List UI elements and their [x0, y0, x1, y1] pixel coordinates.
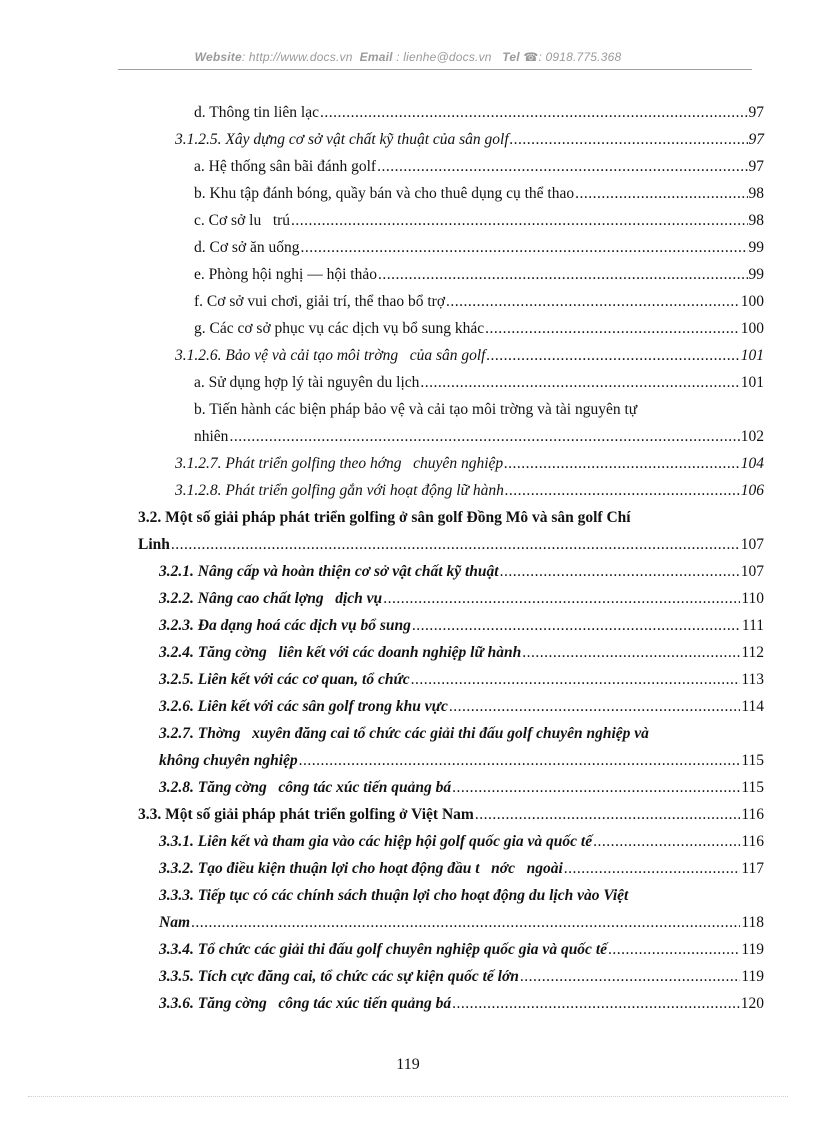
toc-entry-title: 3.1.2.7. Phát triển golfing theo hớng chuyên nghiệp	[175, 455, 504, 472]
toc-section-line1: 3.2. Một số giải pháp phát triển golfing ở sân golf Đồng Mô và sân golf Chí	[138, 509, 631, 526]
toc-entry-page: 115	[741, 779, 764, 796]
toc-entry-page: 116	[741, 806, 764, 823]
dot-leader	[593, 832, 740, 852]
dot-leader	[320, 103, 748, 123]
toc-entry-title: 3.2.5. Liên kết với các cơ quan, tổ chức	[159, 671, 410, 688]
dot-leader	[171, 535, 740, 555]
toc-entry	[159, 690, 764, 717]
toc-entry-title: nhiên	[194, 428, 229, 445]
toc-entry-page: 106	[740, 482, 764, 499]
website-value[interactable]: : http://www.docs.vn	[241, 50, 353, 64]
dot-leader	[522, 643, 740, 663]
dot-leader	[505, 481, 740, 501]
tel-value: ☎: 0918.775.368	[523, 50, 622, 64]
toc-entry	[159, 852, 764, 879]
toc-entry-title: 3.1.2.6. Bảo vệ và cải tạo môi trờng của sân golf	[175, 347, 486, 364]
toc-entry-page: 104	[740, 455, 764, 472]
toc-entry-title: 3.2.2. Nâng cao chất lợng dịch vụ	[159, 590, 383, 607]
toc-entry-page: 101	[740, 347, 764, 364]
toc-entry	[194, 312, 764, 339]
toc-entry	[175, 339, 764, 366]
toc-entry-page: 107	[740, 536, 764, 553]
toc-entry-page: 98	[748, 212, 764, 229]
toc-entry-title: 3.1.2.5. Xây dựng cơ sở vật chất kỹ thuật của sân golf	[175, 131, 509, 148]
toc-entry	[194, 366, 764, 393]
dot-leader	[475, 805, 740, 825]
page-number: 119	[396, 1056, 420, 1073]
toc-entry-page: 111	[741, 617, 764, 634]
toc-entry	[194, 285, 764, 312]
dot-leader	[446, 292, 740, 312]
toc-entry-page: 113	[741, 671, 764, 688]
toc-entry	[159, 825, 764, 852]
toc-entry	[194, 420, 764, 447]
dot-leader	[452, 778, 740, 798]
toc-entry-page: 119	[741, 941, 764, 958]
toc-entry-title: c. Cơ sở lu trú	[194, 212, 291, 229]
header-divider	[118, 69, 752, 70]
footer-divider	[28, 1096, 788, 1097]
toc-entry	[194, 258, 764, 285]
toc-entry	[159, 744, 764, 771]
toc-entry-title: f. Cơ sở vui chơi, giải trí, thể thao bổ trợ	[194, 293, 446, 310]
toc-entry-title: d. Cơ sở ăn uống	[194, 239, 300, 256]
dot-leader	[449, 697, 740, 717]
toc-entry-title: a. Hệ thống sân bãi đánh golf	[194, 158, 377, 175]
toc-entry	[194, 150, 764, 177]
toc-entry-title: 3.3.4. Tổ chức các giải thi đấu golf chuyên nghiệp quốc gia và quốc tế	[159, 941, 608, 958]
toc-entry-page: 112	[741, 644, 764, 661]
dot-leader	[383, 589, 740, 609]
toc-entry	[194, 231, 764, 258]
toc-entry-title: e. Phòng hội nghị — hội thảo	[194, 266, 377, 283]
tel-label: Tel	[502, 50, 520, 64]
toc-entry	[175, 123, 764, 150]
toc-entry	[159, 663, 764, 690]
toc-section	[138, 528, 764, 555]
toc-entry-page: 117	[741, 860, 764, 877]
toc-entry-page: 102	[740, 428, 764, 445]
toc-entry-title: 3.1.2.8. Phát triển golfing gắn với hoạt động lữ hành	[175, 482, 504, 499]
dot-leader	[291, 211, 747, 231]
toc-entry	[159, 555, 764, 582]
toc-entry-title: không chuyên nghiệp	[159, 752, 298, 769]
toc-entry-page: 97	[748, 158, 764, 175]
toc-entry	[159, 609, 764, 636]
dot-leader	[510, 130, 748, 150]
toc-entry-page: 107	[740, 563, 764, 580]
dot-leader	[608, 940, 740, 960]
dot-leader	[378, 265, 748, 285]
toc-entry	[194, 204, 764, 231]
toc-entry	[194, 96, 764, 123]
email-label: Email	[359, 50, 393, 64]
dot-leader	[504, 454, 740, 474]
toc-entry-page: 110	[741, 590, 764, 607]
toc-entry	[159, 960, 764, 987]
toc-entry-title: d. Thông tin liên lạc	[194, 104, 319, 121]
toc-entry-title: 3.3.1. Liên kết và tham gia vào các hiệp hội golf quốc gia và quốc tế	[159, 833, 593, 850]
toc-entry-page: 119	[741, 968, 764, 985]
toc-entry-title: 3.2.1. Nâng cấp và hoàn thiện cơ sở vật chất kỹ thuật	[159, 563, 499, 580]
toc-entry-title: g. Các cơ sở phục vụ các dịch vụ bổ sung khác	[194, 320, 485, 337]
toc-entry-title: Linh	[138, 536, 170, 553]
toc-entry	[159, 933, 764, 960]
toc-entry-page: 101	[740, 374, 764, 391]
dot-leader	[575, 184, 747, 204]
toc-entry-page: 99	[748, 266, 764, 283]
toc-entry-title: 3.3.6. Tăng cờng công tác xúc tiến quảng bá	[159, 995, 452, 1012]
dot-leader	[412, 616, 741, 636]
toc-entry-page: 120	[740, 995, 764, 1012]
toc-entry	[175, 474, 764, 501]
toc-entry-page: 115	[741, 752, 764, 769]
toc-entry-page: 114	[741, 698, 764, 715]
toc-entry-title: 3.2.3. Đa dạng hoá các dịch vụ bổ sung	[159, 617, 411, 634]
dot-leader	[485, 319, 740, 339]
toc-entry-page: 98	[748, 185, 764, 202]
toc-entry-title: b. Khu tập đánh bóng, quầy bán và cho thuê dụng cụ thể thao	[194, 185, 575, 202]
toc-entry-title: 3.2.8. Tăng cờng công tác xúc tiến quảng bá	[159, 779, 452, 796]
dot-leader	[520, 967, 740, 987]
toc-entry	[159, 906, 764, 933]
toc-entry-line1: b. Tiến hành các biện pháp bảo vệ và cải tạo môi trờng và tài nguyên tự	[194, 401, 638, 418]
dot-leader	[301, 238, 748, 258]
toc-entry	[159, 582, 764, 609]
toc-entry-title: 3.3.2. Tạo điều kiện thuận lợi cho hoạt động đầu t nớc ngoài	[159, 860, 563, 877]
toc-entry-title: a. Sử dụng hợp lý tài nguyên du lịch	[194, 374, 420, 391]
toc-section	[138, 798, 764, 825]
dot-leader	[452, 994, 740, 1014]
dot-leader	[377, 157, 747, 177]
toc-entry-line1: 3.3.3. Tiếp tục có các chính sách thuận lợi cho hoạt động du lịch vào Việt	[159, 887, 629, 904]
toc-entry-title: 3.2.4. Tăng cờng liên kết với các doanh nghiệp lữ hành	[159, 644, 522, 661]
toc-entry-line1: 3.2.7. Thờng xuyên đăng cai tổ chức các giải thi đấu golf chuyên nghiệp và	[159, 725, 649, 742]
dot-leader	[229, 427, 739, 447]
toc-entry-title: 3.2.6. Liên kết với các sân golf trong khu vực	[159, 698, 448, 715]
toc-entry-page: 97	[748, 104, 764, 121]
dot-leader	[486, 346, 739, 366]
toc-entry-page: 118	[741, 914, 764, 931]
toc-entry-page: 100	[740, 320, 764, 337]
toc-entry	[159, 987, 764, 1014]
toc-entry	[194, 177, 764, 204]
dot-leader	[500, 562, 740, 582]
toc-entry-page: 100	[740, 293, 764, 310]
dot-leader	[564, 859, 741, 879]
dot-leader	[420, 373, 739, 393]
dot-leader	[191, 913, 740, 933]
website-label: Website	[194, 50, 242, 64]
toc-entry-title: 3.3.5. Tích cực đăng cai, tổ chức các sự kiện quốc tế lớn	[159, 968, 519, 985]
toc-entry-page: 97	[748, 131, 764, 148]
toc-entry-page: 99	[748, 239, 764, 256]
dot-leader	[411, 670, 741, 690]
page-header	[0, 50, 816, 64]
toc-entry-page: 116	[741, 833, 764, 850]
toc-entry	[159, 636, 764, 663]
dot-leader	[299, 751, 741, 771]
toc-entry-title: Nam	[159, 914, 190, 931]
email-value[interactable]: : lienhe@docs.vn	[396, 50, 492, 64]
toc-entry-title: 3.3. Một số giải pháp phát triển golfing ở Việt Nam	[138, 806, 474, 823]
toc-entry	[159, 771, 764, 798]
toc-entry	[175, 447, 764, 474]
